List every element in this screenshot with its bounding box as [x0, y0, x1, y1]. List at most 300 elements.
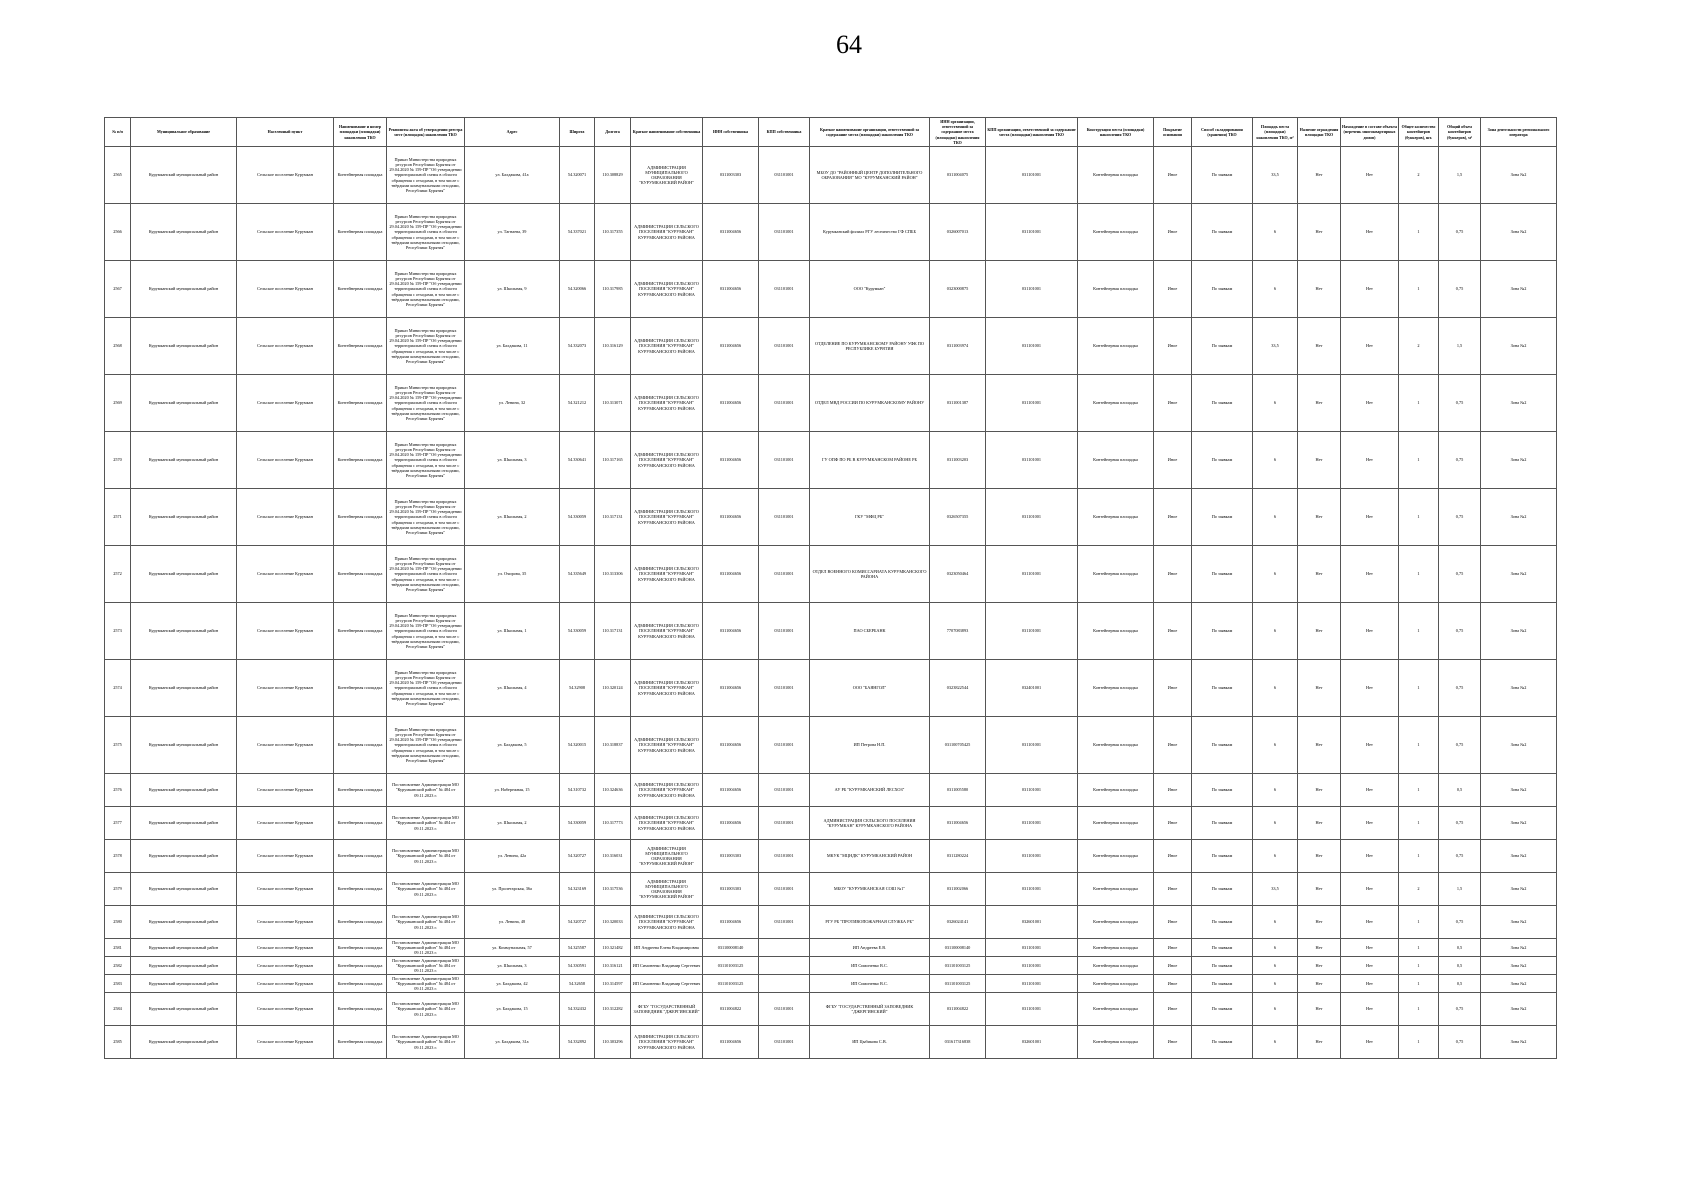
table-cell: Контейнерная площадка [334, 1026, 387, 1059]
table-row [105, 906, 1557, 939]
table-cell: Сельское поселение Курумкан [237, 204, 334, 261]
table-cell: 6 [1253, 939, 1298, 957]
table-cell: 0323000875 [930, 261, 986, 318]
column-header: Нахождение в составе объекта (перечень многоквартирных домов) [1341, 118, 1399, 147]
table-cell: РГУ РБ "ПРОТИВОПОЖАРНАЯ СЛУЖБА РБ" [810, 906, 930, 939]
table-cell: Контейнерная площадка [1078, 840, 1154, 873]
table-cell: ул. Балдакова, 11 [465, 318, 560, 375]
table-cell: 0311004656 [703, 603, 759, 660]
header-row [105, 118, 1557, 147]
table-cell: 54.332892 [560, 1026, 595, 1059]
table-cell: 0323050464 [930, 546, 986, 603]
table-cell: Постановление Администрации МО "Курумканский район" № 484 от 09.11.2023 г. [387, 993, 465, 1026]
table-row [105, 489, 1557, 546]
table-cell: Постановление Администрации МО "Курумканский район" № 484 от 09.11.2023 г. [387, 873, 465, 906]
table-cell: 031101001 [759, 660, 810, 717]
table-cell: 0,75 [1439, 906, 1481, 939]
table-cell: 110.317355 [595, 204, 631, 261]
table-cell: Иное [1154, 975, 1192, 993]
table-cell: 6 [1253, 906, 1298, 939]
table-cell: 110.317536 [595, 873, 631, 906]
column-header: Реквизиты акта об утверждении реестра мест (площадок) накопления ТКО [387, 118, 465, 147]
table-cell: Курумканский муниципальный район [131, 489, 237, 546]
table-cell: 031100008140 [703, 939, 759, 957]
table-cell: 031101003125 [930, 975, 986, 993]
table-cell: Приказ Министерства природных ресурсов Республики Бурятия от 29.04.2020 № 159-ПР "Об утверждении территориальной схемы в области обращения с отходами, в том числе с твёрдыми коммунальными отходами, Республики Бурятия" [387, 432, 465, 489]
table-cell: 54.332432 [560, 993, 595, 1026]
table-cell: Контейнерная площадка [334, 840, 387, 873]
table-cell: 1 [1399, 375, 1439, 432]
table-cell: 0,75 [1439, 840, 1481, 873]
table-cell: 54.325587 [560, 939, 595, 957]
table-cell: Сельское поселение Курумкан [237, 873, 334, 906]
table-cell: 1 [1399, 975, 1439, 993]
table-cell: 54.332073 [560, 318, 595, 375]
table-cell: 54.335649 [560, 546, 595, 603]
table-cell: Нет [1341, 873, 1399, 906]
table-cell: По заявкам [1192, 906, 1253, 939]
table-cell: Постановление Администрации МО "Курумканский район" № 484 от 09.11.2023 г. [387, 840, 465, 873]
table-cell: 110.313071 [595, 375, 631, 432]
table-body [105, 147, 1557, 1059]
table-cell: 54.320015 [560, 717, 595, 774]
table-cell: 2580 [105, 906, 131, 939]
table-cell: Нет [1341, 546, 1399, 603]
table-cell: ИП Симоненко Владимир Сергеевич [631, 957, 703, 975]
table-row [105, 432, 1557, 489]
table-cell: 0311004656 [930, 807, 986, 840]
table-cell: Иное [1154, 546, 1192, 603]
table-cell: 0311280224 [930, 840, 986, 873]
table-cell: 031101001 [986, 993, 1078, 1026]
table-cell: Иное [1154, 432, 1192, 489]
table-cell: Контейнерная площадка [1078, 660, 1154, 717]
table-cell: Контейнерная площадка [334, 147, 387, 204]
table-cell: 2573 [105, 603, 131, 660]
table-cell: 0311003303 [703, 147, 759, 204]
table-row [105, 204, 1557, 261]
table-cell: ул. Школьная, 3 [465, 432, 560, 489]
table-cell: 1 [1399, 840, 1439, 873]
table-cell: Иное [1154, 147, 1192, 204]
table-cell: Сельское поселение Курумкан [237, 939, 334, 957]
table-cell: Контейнерная площадка [1078, 957, 1154, 975]
table-cell: 2582 [105, 957, 131, 975]
table-cell: По заявкам [1192, 546, 1253, 603]
table-cell: 6 [1253, 261, 1298, 318]
table-cell: 031101001 [986, 939, 1078, 957]
table-cell: 1 [1399, 489, 1439, 546]
table-row [105, 318, 1557, 375]
table-cell: 110.317985 [595, 261, 631, 318]
table-cell: По заявкам [1192, 717, 1253, 774]
table-row [105, 975, 1557, 993]
table-cell: 6 [1253, 975, 1298, 993]
table-cell: ОТДЕЛ ВОЕННОГО КОМИССАРИАТА КУРУМКАНСКОГО РАЙОНА [810, 546, 930, 603]
table-cell: Сельское поселение Курумкан [237, 489, 334, 546]
table-cell: Контейнерная площадка [1078, 489, 1154, 546]
table-cell: ИП Петрова Н.П. [810, 717, 930, 774]
table-cell: Постановление Администрации МО "Курумканский район" № 484 от 09.11.2023 г. [387, 774, 465, 807]
table-cell: Курумканский муниципальный район [131, 993, 237, 1026]
table-cell: 0311004656 [703, 204, 759, 261]
table-cell: Курумканский муниципальный район [131, 717, 237, 774]
table-cell: Курумканский муниципальный район [131, 546, 237, 603]
table-cell: 2576 [105, 774, 131, 807]
table-cell: По заявкам [1192, 1026, 1253, 1059]
table-cell: Постановление Администрации МО "Курумканский район" № 484 от 09.11.2023 г. [387, 957, 465, 975]
table-cell: Контейнерная площадка [334, 204, 387, 261]
column-header: Конструкция места (площадки) накопления ТКО [1078, 118, 1154, 147]
table-cell: 0,5 [1439, 957, 1481, 975]
table-cell: ИП Андреева Елена Владимировна [631, 939, 703, 957]
table-cell: 031101001 [986, 774, 1078, 807]
table-cell: 031101001 [986, 975, 1078, 993]
table-cell: 0311004656 [703, 660, 759, 717]
table-cell: 0,75 [1439, 603, 1481, 660]
table-cell: ул. Школьная, 2 [465, 807, 560, 840]
table-cell: 2579 [105, 873, 131, 906]
table-cell: 1 [1399, 807, 1439, 840]
table-cell: Нет [1341, 432, 1399, 489]
table-cell: АДМИНИСТРАЦИЯ СЕЛЬСКОГО ПОСЕЛЕНИЯ "КУРУМКАН" КУРУМКАНСКОГО РАЙОНА [631, 717, 703, 774]
table-cell: 032401001 [986, 660, 1078, 717]
table-cell: Контейнерная площадка [334, 807, 387, 840]
table-cell: 1,5 [1439, 318, 1481, 375]
table-cell: Нет [1298, 906, 1341, 939]
table-cell: Нет [1341, 807, 1399, 840]
table-cell: Постановление Администрации МО "Курумканский район" № 484 от 09.11.2023 г. [387, 807, 465, 840]
table-cell: Постановление Администрации МО "Курумканский район" № 484 от 09.11.2023 г. [387, 975, 465, 993]
table-cell: МКУК "МЦНДК" КУРУМКАНСКИЙ РАЙОН [810, 840, 930, 873]
table-cell: Иное [1154, 939, 1192, 957]
table-cell: 110.318837 [595, 717, 631, 774]
table-cell: АДМИНИСТРАЦИЯ МУНИЦИПАЛЬНОГО ОБРАЗОВАНИЯ "КУРУМКАНСКИЙ РАЙОН" [631, 147, 703, 204]
table-row [105, 717, 1557, 774]
table-cell: ИП Симоненко В.С. [810, 975, 930, 993]
table-cell: ОТДЕЛЕНИЕ ПО КУРУМКАНСКОМУ РАЙОНУ УФК ПО РЕСПУБЛИКЕ БУРЯТИЯ [810, 318, 930, 375]
table-cell: АДМИНИСТРАЦИЯ СЕЛЬСКОГО ПОСЕЛЕНИЯ "КУРУМКАН" КУРУМКАНСКОГО РАЙОНА [631, 1026, 703, 1059]
table-cell: АДМИНИСТРАЦИЯ СЕЛЬСКОГО ПОСЕЛЕНИЯ "КУРУМКАН" КУРУМКАНСКОГО РАЙОНА [631, 603, 703, 660]
table-cell: Нет [1341, 840, 1399, 873]
table-cell: Нет [1341, 204, 1399, 261]
table-cell: Сельское поселение Курумкан [237, 906, 334, 939]
table-cell: Нет [1298, 975, 1341, 993]
table-cell: Иное [1154, 318, 1192, 375]
table-cell: Курумканский муниципальный район [131, 660, 237, 717]
table-cell: По заявкам [1192, 204, 1253, 261]
table-cell: Курумканский муниципальный район [131, 873, 237, 906]
table-cell: 2583 [105, 975, 131, 993]
table-cell: Нет [1341, 957, 1399, 975]
table-cell: 2585 [105, 1026, 131, 1059]
table-cell: Нет [1298, 660, 1341, 717]
table-row [105, 774, 1557, 807]
table-cell: Зона №2 [1481, 660, 1557, 717]
table-cell: 0311004656 [703, 717, 759, 774]
table-cell: 110.313306 [595, 546, 631, 603]
table-cell: Контейнерная площадка [1078, 906, 1154, 939]
table-cell: 031101001 [759, 432, 810, 489]
table-cell: 031101001 [986, 840, 1078, 873]
table-cell: ул. Школьная, 3 [465, 957, 560, 975]
table-cell: Курумканский муниципальный район [131, 318, 237, 375]
table-cell: ИП Симоненко Владимир Сергеевич [631, 975, 703, 993]
table-cell: Нет [1341, 261, 1399, 318]
table-cell: 33,5 [1253, 147, 1298, 204]
table-cell: По заявкам [1192, 660, 1253, 717]
table-cell: Нет [1298, 261, 1341, 318]
table-cell: 0,5 [1439, 774, 1481, 807]
table-row [105, 807, 1557, 840]
table-cell: Контейнерная площадка [1078, 261, 1154, 318]
table-cell: 110.303296 [595, 1026, 631, 1059]
table-cell: Контейнерная площадка [1078, 147, 1154, 204]
table-cell: ул. Набережная, 15 [465, 774, 560, 807]
table-cell: Контейнерная площадка [1078, 204, 1154, 261]
table-cell: Нет [1298, 993, 1341, 1026]
table-cell: ул. Ленина, 42а [465, 840, 560, 873]
table-row [105, 147, 1557, 204]
table-cell: 0,75 [1439, 993, 1481, 1026]
table-cell: Контейнерная площадка [334, 717, 387, 774]
table-cell: Нет [1298, 840, 1341, 873]
table-cell: ул. Коммунальная, 57 [465, 939, 560, 957]
table-cell: Зона №2 [1481, 318, 1557, 375]
table-cell: Зона №2 [1481, 432, 1557, 489]
table-cell: 031101001 [759, 375, 810, 432]
column-header: Покрытие основания [1154, 118, 1192, 147]
table-cell: 0311004822 [703, 993, 759, 1026]
table-cell: 0311004656 [703, 318, 759, 375]
table-cell: ул. Балдакова, 42 [465, 975, 560, 993]
table-cell: Сельское поселение Курумкан [237, 375, 334, 432]
table-cell: 2571 [105, 489, 131, 546]
table-cell: 0,75 [1439, 204, 1481, 261]
table-cell: Нет [1341, 660, 1399, 717]
table-cell: 1 [1399, 546, 1439, 603]
table-cell: 031101001 [759, 906, 810, 939]
table-cell: ул. Балдакова, 41а [465, 147, 560, 204]
table-cell: Контейнерная площадка [1078, 546, 1154, 603]
table-cell: Зона №2 [1481, 840, 1557, 873]
table-cell: Курумканский муниципальный район [131, 375, 237, 432]
table-cell: Контейнерная площадка [1078, 975, 1154, 993]
table-cell: 110.316129 [595, 318, 631, 375]
table-cell: 6 [1253, 1026, 1298, 1059]
table-cell: 0311004822 [930, 993, 986, 1026]
table-cell: По заявкам [1192, 318, 1253, 375]
table-cell: Контейнерная площадка [1078, 939, 1154, 957]
table-cell: 2584 [105, 993, 131, 1026]
table-cell: ГКУ "МФЦ РБ" [810, 489, 930, 546]
table-cell: ул. Пролетарская, 36а [465, 873, 560, 906]
table-cell: 1 [1399, 957, 1439, 975]
table-cell: ул. Ленина, 32 [465, 375, 560, 432]
table-cell: Контейнерная площадка [1078, 873, 1154, 906]
table-cell: 110.316121 [595, 957, 631, 975]
table-cell: 1 [1399, 261, 1439, 318]
table-cell: АУ РБ "КУРУМКАНСКИЙ ЛЕСХОЗ" [810, 774, 930, 807]
table-cell: Контейнерная площадка [334, 375, 387, 432]
table-cell: По заявкам [1192, 957, 1253, 975]
table-row [105, 939, 1557, 957]
table-cell: 031617316838 [930, 1026, 986, 1059]
table-cell: 0,75 [1439, 489, 1481, 546]
table-cell: Контейнерная площадка [1078, 318, 1154, 375]
table-cell: 110.316031 [595, 840, 631, 873]
table-cell: 6 [1253, 993, 1298, 1026]
table-header [105, 118, 1557, 147]
table-cell: Контейнерная площадка [334, 873, 387, 906]
table-row [105, 603, 1557, 660]
table-cell: Сельское поселение Курумкан [237, 660, 334, 717]
table-cell: 110.317773 [595, 807, 631, 840]
table-cell: ул. Очирова, 35 [465, 546, 560, 603]
table-cell: 6 [1253, 375, 1298, 432]
table-cell: Нет [1341, 993, 1399, 1026]
table-cell: ул. Тагнаева, 39 [465, 204, 560, 261]
table-cell: 110.320033 [595, 906, 631, 939]
table-cell: 2572 [105, 546, 131, 603]
table-cell: По заявкам [1192, 261, 1253, 318]
table-cell: Иное [1154, 489, 1192, 546]
table-cell: 2578 [105, 840, 131, 873]
table-cell: Иное [1154, 957, 1192, 975]
table-cell: Сельское поселение Курумкан [237, 717, 334, 774]
table-cell: 110.320124 [595, 660, 631, 717]
waste-sites-registry-table [104, 117, 1557, 1059]
table-cell: 0,75 [1439, 660, 1481, 717]
table-cell: Нет [1298, 432, 1341, 489]
table-cell: 031101001 [759, 261, 810, 318]
table-cell: Нет [1341, 906, 1399, 939]
table-cell: По заявкам [1192, 993, 1253, 1026]
table-cell: 031101001 [986, 717, 1078, 774]
table-cell: АДМИНИСТРАЦИЯ СЕЛЬСКОГО ПОСЕЛЕНИЯ "КУРУМКАН" КУРУМКАНСКОГО РАЙОНА [631, 318, 703, 375]
table-cell: Нет [1298, 1026, 1341, 1059]
table-cell: 1 [1399, 993, 1439, 1026]
table-cell: 1 [1399, 717, 1439, 774]
table-cell: 031101001 [986, 603, 1078, 660]
table-cell: Курумканский муниципальный район [131, 939, 237, 957]
column-header: Общий объем контейнеров (бункеров), м³ [1439, 118, 1481, 147]
column-header: Краткое наименование собственника [631, 118, 703, 147]
table-cell: Контейнерная площадка [334, 975, 387, 993]
table-cell: 0326007013 [930, 204, 986, 261]
table-cell: 1 [1399, 1026, 1439, 1059]
table-cell: АДМИНИСТРАЦИЯ СЕЛЬСКОГО ПОСЕЛЕНИЯ "КУРУМКАН" КУРУМКАНСКОГО РАЙОНА [631, 807, 703, 840]
table-cell: Нет [1341, 375, 1399, 432]
table-cell: Постановление Администрации МО "Курумканский район" № 484 от 09.11.2023 г. [387, 939, 465, 957]
table-cell: 0311004656 [703, 489, 759, 546]
table-cell: ПАО СБЕРБАНК [810, 603, 930, 660]
table-cell: МБОУ "КУРУМКАНСКАЯ СОШ №1" [810, 873, 930, 906]
table-cell: 031101003125 [703, 957, 759, 975]
table-row [105, 1026, 1557, 1059]
table-cell: Зона №2 [1481, 873, 1557, 906]
table-cell: 0,75 [1439, 375, 1481, 432]
table-cell: Нет [1298, 489, 1341, 546]
table-cell: 031101001 [986, 432, 1078, 489]
table-cell: Курумканский муниципальный район [131, 603, 237, 660]
table-cell: АДМИНИСТРАЦИЯ МУНИЦИПАЛЬНОГО ОБРАЗОВАНИЯ "КУРУМКАНСКИЙ РАЙОН" [631, 840, 703, 873]
table-cell: 6 [1253, 774, 1298, 807]
table-cell: Сельское поселение Курумкан [237, 774, 334, 807]
table-cell: По заявкам [1192, 489, 1253, 546]
table-cell: Зона №2 [1481, 906, 1557, 939]
table-cell: Курумканский муниципальный район [131, 840, 237, 873]
table-cell: Иное [1154, 717, 1192, 774]
table-cell: Иное [1154, 1026, 1192, 1059]
table-cell: Зона №2 [1481, 774, 1557, 807]
table-cell: Курумканский муниципальный район [131, 975, 237, 993]
table-cell: Контейнерная площадка [334, 318, 387, 375]
table-row [105, 546, 1557, 603]
table-cell: Контейнерная площадка [1078, 432, 1154, 489]
table-cell: Курумканский муниципальный район [131, 147, 237, 204]
table-cell: 031101001 [986, 375, 1078, 432]
table-cell: ул. Балдакова, 5 [465, 717, 560, 774]
table-cell: 2574 [105, 660, 131, 717]
table-cell: 6 [1253, 957, 1298, 975]
table-cell: Нет [1341, 774, 1399, 807]
table-cell: 0311003303 [703, 840, 759, 873]
table-cell: АДМИНИСТРАЦИЯ СЕЛЬСКОГО ПОСЕЛЕНИЯ "КУРУМКАН" КУРУМКАНСКОГО РАЙОНА [631, 432, 703, 489]
table-cell [759, 939, 810, 957]
table-cell: Контейнерная площадка [1078, 603, 1154, 660]
table-cell: Зона №2 [1481, 939, 1557, 957]
table-cell: Сельское поселение Курумкан [237, 147, 334, 204]
table-cell: ОТДЕЛ МВД РОССИИ ПО КУРУМКАНСКОМУ РАЙОНУ [810, 375, 930, 432]
table-cell: Сельское поселение Курумкан [237, 603, 334, 660]
table-cell: 0,75 [1439, 261, 1481, 318]
table-cell: Нет [1341, 717, 1399, 774]
table-cell: ИП Симоненко В.С. [810, 957, 930, 975]
table-cell: 031101001 [759, 873, 810, 906]
table-cell: 031101001 [759, 1026, 810, 1059]
table-cell: Иное [1154, 375, 1192, 432]
table-cell: Приказ Министерства природных ресурсов Республики Бурятия от 29.04.2020 № 159-ПР "Об утверждении территориальной схемы в области обращения с отходами, в том числе с твёрдыми коммунальными отходами, Республики Бурятия" [387, 204, 465, 261]
table-cell: 0,5 [1439, 939, 1481, 957]
table-cell: 031101001 [986, 873, 1078, 906]
table-cell: Иное [1154, 660, 1192, 717]
table-cell: 33,5 [1253, 873, 1298, 906]
table-row [105, 660, 1557, 717]
table-cell: 0311003974 [930, 318, 986, 375]
table-cell: 031101001 [986, 489, 1078, 546]
table-cell: Приказ Министерства природных ресурсов Республики Бурятия от 29.04.2020 № 159-ПР "Об утверждении территориальной схемы в области обращения с отходами, в том числе с твёрдыми коммунальными отходами, Республики Бурятия" [387, 603, 465, 660]
table-cell: Контейнерная площадка [334, 489, 387, 546]
table-cell: Постановление Администрации МО "Курумканский район" № 484 от 09.11.2023 г. [387, 906, 465, 939]
table-row [105, 375, 1557, 432]
table-cell: 54.320727 [560, 906, 595, 939]
table-cell: 110.314597 [595, 975, 631, 993]
table-cell: Зона №2 [1481, 1026, 1557, 1059]
table-cell: Зона №2 [1481, 993, 1557, 1026]
table-cell: 031101001 [986, 546, 1078, 603]
table-row [105, 840, 1557, 873]
table-cell: ИП Андреева Е.В. [810, 939, 930, 957]
table-cell: 0,75 [1439, 717, 1481, 774]
table-cell: ул. Школьная, 9 [465, 261, 560, 318]
table-cell: 2577 [105, 807, 131, 840]
column-header: Площадь места (площадки) накопления ТКО, м² [1253, 118, 1298, 147]
table-cell: Нет [1341, 318, 1399, 375]
table-cell: ООО "БАЯНГОЛ" [810, 660, 930, 717]
table-cell: Иное [1154, 993, 1192, 1026]
table-cell: Иное [1154, 840, 1192, 873]
